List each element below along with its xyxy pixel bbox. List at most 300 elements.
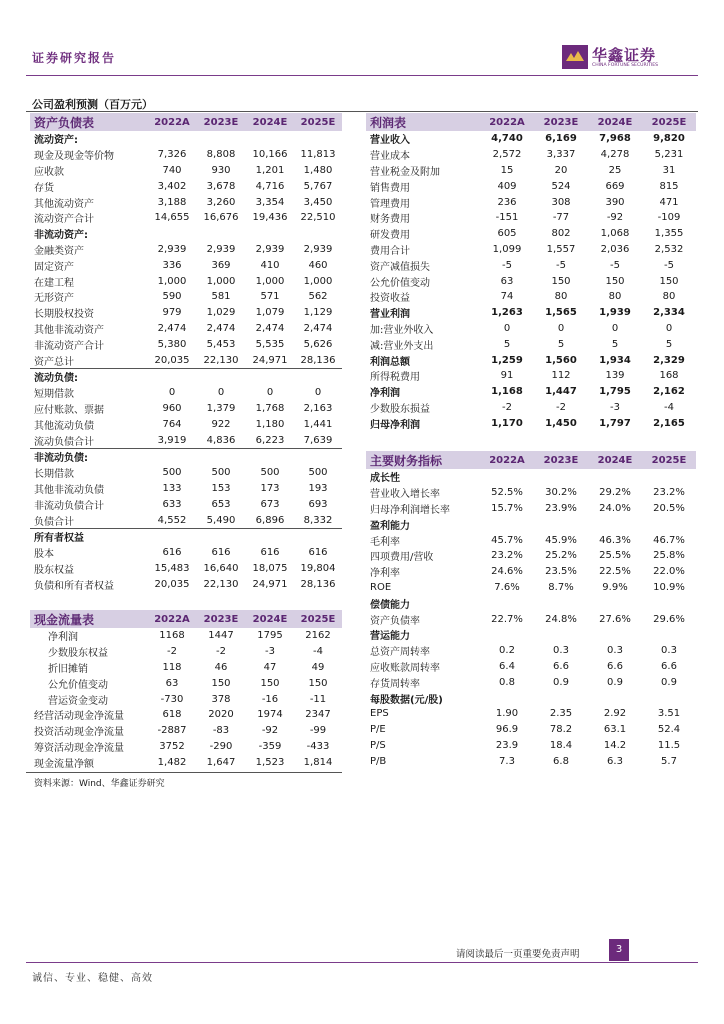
cell-value: 8.7% <box>548 581 574 593</box>
cell-value: 1,029 <box>206 307 236 319</box>
year-header: 2024E <box>246 610 294 628</box>
cell-value <box>148 226 196 242</box>
table-row <box>30 226 342 242</box>
cell-value: 5 <box>665 338 673 350</box>
cell-value: 236 <box>497 196 517 208</box>
table-row <box>30 305 342 321</box>
cell-value: 5.7 <box>661 755 677 767</box>
cell-value: -5 <box>610 259 620 271</box>
cell-value <box>196 368 246 384</box>
cell-value: 168 <box>659 370 679 382</box>
cell-value: -2 <box>167 646 177 658</box>
row-label: 所得税费用 <box>370 372 420 384</box>
cell-value: 22.7% <box>491 613 523 625</box>
cell-value: 0.2 <box>499 645 515 657</box>
table-header-row <box>30 113 342 131</box>
cell-value: 0.9 <box>661 676 677 688</box>
cell-value: 1974 <box>257 709 283 721</box>
row-label: 经营活动现金净流量 <box>34 711 124 723</box>
cell-value: 2020 <box>208 709 234 721</box>
cell-value: -92 <box>261 725 279 737</box>
cell-value: 3,354 <box>255 196 285 208</box>
year-header: 2025E <box>642 451 696 469</box>
row-label: 净利率 <box>370 568 400 580</box>
cell-value: 3752 <box>159 740 185 752</box>
cell-value: 616 <box>162 547 182 559</box>
cell-value <box>588 627 642 643</box>
cell-value: 14.2 <box>603 739 627 751</box>
table-row <box>366 131 696 147</box>
cell-value: 20,035 <box>154 578 190 590</box>
cell-value <box>534 469 588 485</box>
table-row <box>366 595 696 611</box>
cell-value: -2 <box>216 646 226 658</box>
cell-value: 28,136 <box>300 578 336 590</box>
cell-value <box>196 528 246 544</box>
cell-value: 500 <box>211 467 231 479</box>
footer-divider <box>26 962 698 963</box>
row-label: 净利润 <box>370 388 400 400</box>
table-title: 现金流量表 <box>30 610 148 628</box>
cell-value: 14,655 <box>154 212 190 224</box>
cell-value: 2,939 <box>157 243 187 255</box>
cell-value: -3 <box>265 646 275 658</box>
cell-value: 15.7% <box>491 502 523 514</box>
cell-value <box>480 595 534 611</box>
cell-value: 1,129 <box>303 307 333 319</box>
cell-value: 5,453 <box>206 338 236 350</box>
cell-value: 112 <box>551 370 571 382</box>
cell-value: 5,626 <box>303 338 333 350</box>
cell-value: 46.3% <box>599 534 631 546</box>
table-row <box>366 548 696 564</box>
cell-value: 369 <box>211 259 231 271</box>
cell-value: 1,068 <box>600 228 630 240</box>
cell-value: 1,000 <box>206 275 236 287</box>
cell-value: 1,000 <box>255 275 285 287</box>
cell-value: 25.2% <box>545 550 577 562</box>
cell-value: -92 <box>606 212 624 224</box>
cell-value: 1,560 <box>545 354 577 366</box>
table-row <box>366 501 696 517</box>
cell-value <box>642 595 696 611</box>
cell-value: 1,263 <box>491 307 523 319</box>
table-row <box>366 690 696 706</box>
year-header: 2022A <box>148 610 196 628</box>
cell-value: 2,939 <box>255 243 285 255</box>
cell-value: 19,804 <box>300 562 336 574</box>
row-label: 营运资金变动 <box>48 695 108 707</box>
cell-value: 0.3 <box>661 645 677 657</box>
cell-value: 15,483 <box>154 562 190 574</box>
disclaimer-link[interactable]: 请阅读最后一页重要免责声明 <box>456 949 580 960</box>
row-label: 固定资产 <box>34 261 74 273</box>
row-label: 其他非流动资产 <box>34 324 104 336</box>
cell-value <box>642 690 696 706</box>
cell-value: 1447 <box>208 630 234 642</box>
cell-value <box>588 516 642 532</box>
cell-value: -2 <box>556 401 566 413</box>
cell-value: 6.6 <box>607 660 623 672</box>
row-label: P/B <box>370 755 387 767</box>
cell-value: -109 <box>657 212 681 224</box>
table-row <box>366 321 696 337</box>
table-row <box>30 576 342 592</box>
cell-value: 1,565 <box>545 307 577 319</box>
cell-value: 0.9 <box>607 676 623 688</box>
row-label: 营业利润 <box>370 309 410 321</box>
row-label: 资产负债率 <box>370 615 420 627</box>
cell-value <box>534 595 588 611</box>
table-row <box>366 194 696 210</box>
table-row <box>30 210 342 226</box>
table-row <box>366 738 696 754</box>
cell-value: -99 <box>309 725 327 737</box>
cell-value: 6,169 <box>545 133 577 145</box>
cell-value: 2.35 <box>549 708 573 720</box>
cell-value: 23.2% <box>653 487 685 499</box>
table-row <box>366 289 696 305</box>
cell-value: 4,278 <box>600 149 630 161</box>
cell-value: 1,447 <box>545 386 577 398</box>
row-label: 其他非流动负债 <box>34 484 104 496</box>
cell-value <box>148 448 196 464</box>
row-label: 总资产周转率 <box>370 647 430 659</box>
table-row <box>30 628 342 644</box>
cell-value: 30.2% <box>545 487 577 499</box>
cell-value: 4,716 <box>255 180 285 192</box>
cell-value: 2,532 <box>654 243 684 255</box>
cell-value: 2,939 <box>206 243 236 255</box>
table-row <box>366 415 696 431</box>
row-label: 偿债能力 <box>370 599 410 611</box>
cell-value: -2 <box>502 401 512 413</box>
cell-value: -3 <box>610 401 620 413</box>
section-title-divider <box>26 111 698 112</box>
cell-value: 1,441 <box>303 418 333 430</box>
cell-value: 150 <box>659 275 679 287</box>
cell-value: 922 <box>211 418 231 430</box>
year-header: 2024E <box>246 113 294 131</box>
row-label: 财务费用 <box>370 214 410 226</box>
cell-value: 693 <box>308 498 328 510</box>
table-row <box>30 512 342 528</box>
cell-value: 52.5% <box>491 487 523 499</box>
cell-value: 0 <box>557 322 565 334</box>
cell-value: 500 <box>260 467 280 479</box>
cell-value: 0 <box>168 387 176 399</box>
cell-value: 46.7% <box>653 534 685 546</box>
table-row <box>366 147 696 163</box>
cash-flow-table <box>30 610 342 770</box>
cell-value <box>246 226 294 242</box>
row-label: 资产总计 <box>30 352 148 368</box>
cell-value: 764 <box>162 418 182 430</box>
cell-value: 0 <box>611 322 619 334</box>
cell-value: 1,170 <box>491 417 523 429</box>
cell-value: 8,808 <box>206 149 236 161</box>
cell-value <box>534 516 588 532</box>
cell-value: 23.5% <box>545 566 577 578</box>
cell-value: 1,768 <box>255 402 285 414</box>
cell-value: -4 <box>313 646 323 658</box>
cell-value: 4,836 <box>196 432 246 448</box>
cell-value: 18,075 <box>252 562 288 574</box>
cell-value: 471 <box>659 196 679 208</box>
cell-value: 150 <box>211 677 231 689</box>
cell-value: 8,332 <box>294 512 342 528</box>
row-label: 流动资产: <box>34 135 78 147</box>
cell-value <box>148 368 196 384</box>
row-label: 长期股权投资 <box>34 309 94 321</box>
cell-value: 11.5 <box>657 739 681 751</box>
cell-value: 22.0% <box>653 566 685 578</box>
cell-value: 2,165 <box>653 417 685 429</box>
cell-value: 96.9 <box>495 724 519 736</box>
cell-value: 10,166 <box>252 149 288 161</box>
cell-value: 63.1 <box>603 724 627 736</box>
table-row <box>366 352 696 368</box>
section-title: 公司盈利预测（百万元） <box>32 98 153 111</box>
cell-value: 139 <box>605 370 625 382</box>
cell-value: -5 <box>556 259 566 271</box>
cell-value <box>294 368 342 384</box>
table-row <box>366 485 696 501</box>
page-number: 3 <box>609 939 629 961</box>
cell-value: 23.9% <box>545 502 577 514</box>
cell-value: 11,813 <box>300 149 336 161</box>
cell-value: 1,482 <box>157 756 187 768</box>
cell-value: 2347 <box>305 709 331 721</box>
row-label: 归母净利润增长率 <box>370 504 450 516</box>
row-label: P/S <box>370 739 386 751</box>
cell-value: 24.0% <box>599 502 631 514</box>
row-label: 投资活动现金净流量 <box>34 727 124 739</box>
row-label: 营业成本 <box>370 151 410 163</box>
cell-value: 20 <box>554 164 568 176</box>
table-row <box>366 273 696 289</box>
cell-value: 1,259 <box>491 354 523 366</box>
cell-value: 1.90 <box>495 708 519 720</box>
cell-value: 46 <box>214 661 228 673</box>
cell-value: 1,079 <box>255 307 285 319</box>
cell-value: 2,474 <box>157 322 187 334</box>
row-label: 非流动资产: <box>34 230 88 242</box>
cell-value <box>246 368 294 384</box>
cell-value: 7,326 <box>157 149 187 161</box>
table-row <box>366 564 696 580</box>
table-title: 利润表 <box>366 113 480 131</box>
year-header: 2022A <box>148 113 196 131</box>
cell-value <box>196 226 246 242</box>
cell-value: 5,380 <box>157 338 187 350</box>
cell-value <box>642 516 696 532</box>
cell-value: 2,162 <box>653 386 685 398</box>
row-label: 管理费用 <box>370 198 410 210</box>
table-row <box>366 580 696 596</box>
cell-value: 500 <box>308 467 328 479</box>
cell-value: 150 <box>260 677 280 689</box>
cell-value: 153 <box>211 482 231 494</box>
cell-value: 22.5% <box>599 566 631 578</box>
cell-value: -290 <box>209 740 233 752</box>
cell-value: 308 <box>551 196 571 208</box>
table-row <box>366 674 696 690</box>
table-row <box>366 469 696 485</box>
row-label: 非流动负债合计 <box>34 500 104 512</box>
cell-value: -77 <box>552 212 570 224</box>
year-header: 2024E <box>588 451 642 469</box>
cell-value: 74 <box>500 291 514 303</box>
cell-value <box>148 131 196 147</box>
cell-value: 616 <box>260 547 280 559</box>
cell-value: 3,337 <box>546 149 576 161</box>
cell-value <box>588 595 642 611</box>
cell-value: 460 <box>308 259 328 271</box>
cell-value: 0 <box>503 322 511 334</box>
row-label: 其他流动负债 <box>34 420 94 432</box>
table-title: 主要财务指标 <box>366 451 480 469</box>
cell-value: 605 <box>497 228 517 240</box>
brand-name: 华鑫证券 <box>592 46 657 64</box>
cell-value: 45.9% <box>545 534 577 546</box>
row-label: 筹资活动现金净流量 <box>34 742 124 754</box>
cell-value: 2,474 <box>303 322 333 334</box>
table-row <box>366 627 696 643</box>
cell-value: 52.4 <box>657 724 681 736</box>
cell-value: 633 <box>162 498 182 510</box>
cell-value: 18.4 <box>549 739 573 751</box>
cell-value: 1,557 <box>546 243 576 255</box>
table-row <box>30 385 342 401</box>
year-header: 2024E <box>588 113 642 131</box>
row-label: 资产减值损失 <box>370 261 430 273</box>
table-row <box>366 400 696 416</box>
table-row <box>366 163 696 179</box>
row-label: 公允价值变动 <box>370 277 430 289</box>
cell-value: 25.8% <box>653 550 685 562</box>
cell-value: -83 <box>212 725 230 737</box>
cell-value: 0.8 <box>499 676 515 688</box>
table-row <box>366 336 696 352</box>
year-header: 2023E <box>196 113 246 131</box>
row-label: 成长性 <box>370 473 400 485</box>
cell-value: 2,474 <box>206 322 236 334</box>
cell-value: 6.8 <box>553 755 569 767</box>
table-row <box>30 273 342 289</box>
cell-value: 0.9 <box>553 676 569 688</box>
key-metrics-table <box>366 451 696 769</box>
cell-value <box>480 469 534 485</box>
cell-value: 3,919 <box>148 432 196 448</box>
table-row <box>366 305 696 321</box>
cell-value <box>480 627 534 643</box>
source-divider <box>26 772 342 773</box>
year-header: 2022A <box>480 451 534 469</box>
cell-value <box>246 131 294 147</box>
row-label: 净利润 <box>48 632 78 644</box>
cell-value: 1,099 <box>492 243 522 255</box>
table-row <box>30 465 342 481</box>
cell-value: 150 <box>551 275 571 287</box>
cell-value: 1,000 <box>303 275 333 287</box>
table-row <box>366 257 696 273</box>
cell-value: -359 <box>258 740 282 752</box>
cell-value: 1,000 <box>157 275 187 287</box>
cell-value: 20,035 <box>148 352 196 368</box>
cell-value: 571 <box>260 291 280 303</box>
cell-value: 618 <box>162 709 182 721</box>
row-label: 在建工程 <box>34 277 74 289</box>
cell-value: 2,939 <box>303 243 333 255</box>
table-row <box>30 754 342 770</box>
cell-value: 802 <box>551 228 571 240</box>
cell-value: 49 <box>311 661 325 673</box>
cell-value <box>148 528 196 544</box>
row-label: 所有者权益 <box>34 533 84 545</box>
cell-value: 23.9 <box>495 739 519 751</box>
brand-logo <box>562 43 682 73</box>
row-label: 流动资产合计 <box>34 214 94 226</box>
row-label: 现金流量净额 <box>34 758 94 770</box>
cell-value: 3,402 <box>157 180 187 192</box>
row-label: 应付账款、票据 <box>34 404 104 416</box>
table-row <box>30 194 342 210</box>
row-label: 少数股东损益 <box>370 403 430 415</box>
cell-value: 9.9% <box>602 581 628 593</box>
table-row <box>30 368 342 384</box>
table-row <box>366 516 696 532</box>
cell-value: 25 <box>608 164 622 176</box>
cell-value: 80 <box>662 291 676 303</box>
cell-value: 669 <box>605 180 625 192</box>
year-header: 2023E <box>196 610 246 628</box>
cell-value: 1,814 <box>303 756 333 768</box>
cell-value: 23.2% <box>491 550 523 562</box>
row-label: 投资收益 <box>370 293 410 305</box>
cell-value: 1,934 <box>599 354 631 366</box>
cell-value: 2,036 <box>600 243 630 255</box>
cell-value: 2,474 <box>255 322 285 334</box>
cell-value: -5 <box>664 259 674 271</box>
cell-value <box>294 131 342 147</box>
row-label: EPS <box>370 708 389 720</box>
table-row <box>366 722 696 738</box>
cell-value: -433 <box>306 740 330 752</box>
cell-value: 5,767 <box>303 180 333 192</box>
cell-value <box>480 516 534 532</box>
cell-value: 4,740 <box>491 133 523 145</box>
cell-value: 3,450 <box>303 196 333 208</box>
cell-value: 80 <box>554 291 568 303</box>
cell-value: 19,436 <box>252 212 288 224</box>
cell-value: 80 <box>608 291 622 303</box>
cell-value: 562 <box>308 291 328 303</box>
table-row <box>366 611 696 627</box>
row-label: 流动负债合计 <box>30 432 148 448</box>
footer-motto: 诚信、专业、稳健、高效 <box>32 973 153 984</box>
cell-value: 1,480 <box>303 164 333 176</box>
table-row <box>30 707 342 723</box>
cell-value: -730 <box>160 693 184 705</box>
row-label: 毛利率 <box>370 536 400 548</box>
cell-value <box>196 448 246 464</box>
year-header: 2023E <box>534 113 588 131</box>
cell-value: 409 <box>497 180 517 192</box>
cell-value: 22,130 <box>196 352 246 368</box>
table-header-row <box>366 451 696 469</box>
table-row <box>30 163 342 179</box>
